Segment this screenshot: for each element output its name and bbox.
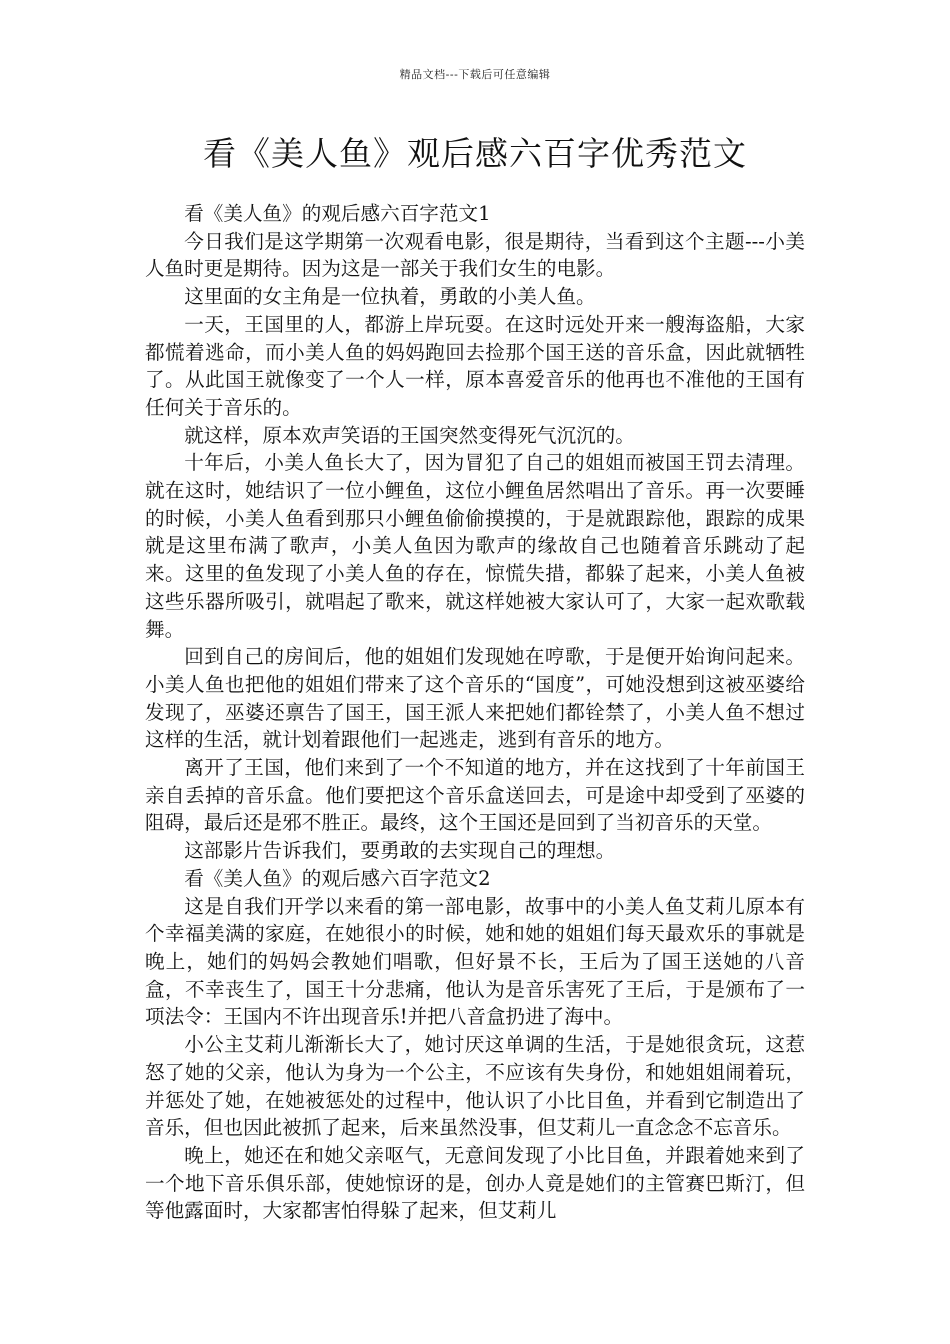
body-paragraph: 十年后，小美人鱼长大了，因为冒犯了自己的姐姐而被国王罚去清理。就在这时，她结识了一位小鲤鱼，这位小鲤鱼居然唱出了音乐。再一次要睡的时候，小美人鱼看到那只小鲤鱼偷偷摸摸的，于是就跟踪他，跟踪的成果就是这里布满了歌声，小美人鱼因为歌声的缘故自己也随着音乐跳动了起来。这里的鱼发现了小美人鱼的存在，惊慌失措，都躲了起来，小美人鱼被这些乐器所吸引，就唱起了歌来，就这样她被大家认可了，大家一起欢歌载舞。 (145, 451, 805, 641)
body-paragraph: 这是自我们开学以来看的第一部电影，故事中的小美人鱼艾莉儿原本有个幸福美满的家庭，在她很小的时候，她和她的姐姐们每天最欢乐的事就是晚上，她们的妈妈会教她们唱歌，但好景不长，王后为了国王送她的八音盒，不幸丧生了，国王十分悲痛，他认为是音乐害死了王后，于是颁布了一项法令：王国内不许出现音乐!并把八音盒扔进了海中。 (145, 894, 805, 1029)
document-title: 看《美人鱼》观后感六百字优秀范文 (203, 134, 747, 173)
body-paragraph: 就这样，原本欢声笑语的王国突然变得死气沉沉的。 (184, 423, 635, 447)
body-paragraph: 今日我们是这学期第一次观看电影，很是期待，当看到这个主题---小美人鱼时更是期待。因为这是一部关于我们女生的电影。 (145, 229, 805, 281)
body-paragraph: 离开了王国，他们来到了一个不知道的地方，并在这找到了十年前国王亲自丢掉的音乐盒。他们要把这个音乐盒送回去，可是途中却受到了巫婆的阻碍，最后还是邪不胜正。最终，这个王国还是回到了当初音乐的天堂。 (145, 756, 805, 835)
body-paragraph: 这部影片告诉我们，要勇敢的去实现自己的理想。 (184, 839, 616, 863)
body-paragraph: 晚上，她还在和她父亲呕气，无意间发现了小比目鱼，并跟着她来到了一个地下音乐俱乐部，使她惊讶的是，创办人竟是她们的主管赛巴斯汀，但等他露面时，大家都害怕得躲了起来，但艾莉儿 (145, 1143, 805, 1223)
body-paragraph: 一天，王国里的人，都游上岸玩耍。在这时远处开来一艘海盗船，大家都慌着逃命，而小美人鱼的妈妈跑回去捡那个国王送的音乐盒，因此就牺牲了。从此国王就像变了一个人一样，原本喜爱音乐的他再也不准他的王国有任何关于音乐的。 (145, 312, 805, 419)
subheading-essay-2: 看《美人鱼》的观后感六百字范文2 (184, 866, 491, 890)
body-paragraph: 回到自己的房间后，他的姐姐们发现她在哼歌，于是便开始询问起来。小美人鱼也把他的姐姐们带来了这个音乐的“国度”，可她没想到这被巫婆给发现了，巫婆还禀告了国王，国王派人来把她们都铨禁了，小美人鱼不想过这样的生活，就计划着跟他们一起逃走，逃到有音乐的地方。 (145, 645, 805, 752)
body-paragraph: 小公主艾莉儿渐渐长大了，她讨厌这单调的生活，于是她很贪玩，这惹怒了她的父亲，他认为身为一个公主，不应该有失身份，和她姐姐闹着玩，并惩处了她，在她被惩处的过程中，他认识了小比目鱼，并看到它制造出了音乐，但也因此被抓了起来，后来虽然没事，但艾莉儿一直念念不忘音乐。 (145, 1033, 805, 1140)
body-paragraph: 这里面的女主角是一位执着，勇敢的小美人鱼。 (184, 285, 596, 309)
subheading-essay-1: 看《美人鱼》的观后感六百字范文1 (184, 202, 491, 225)
page-header-note: 精品文档---下载后可任意编辑 (399, 68, 551, 81)
document-body (145, 200, 805, 1225)
